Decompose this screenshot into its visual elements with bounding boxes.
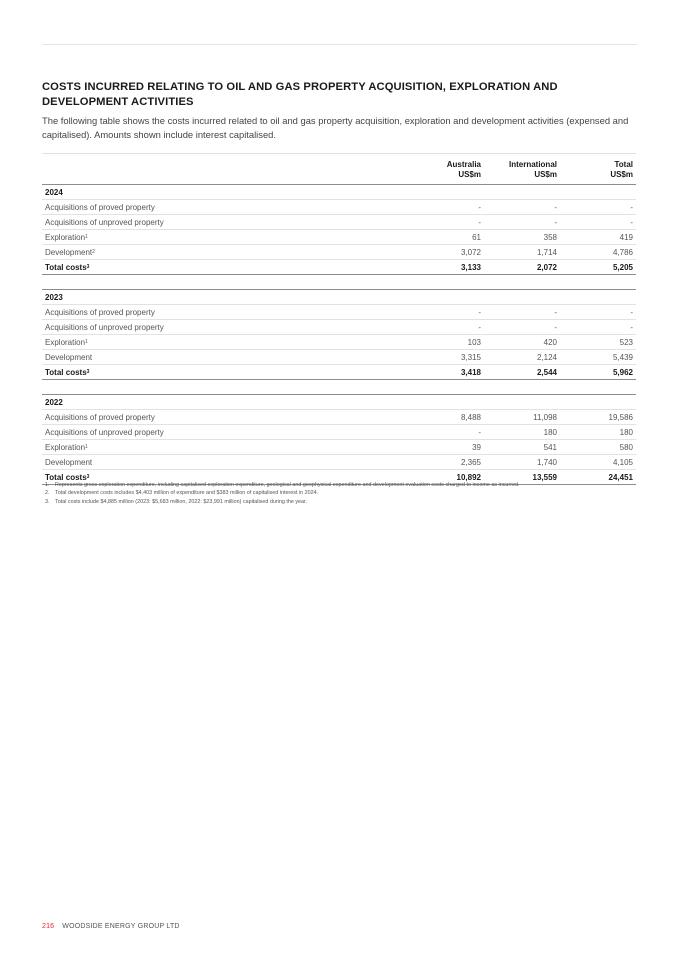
- table-row: [42, 320, 636, 335]
- australia-value: -: [408, 305, 484, 320]
- row-label-text: Development: [45, 247, 93, 257]
- table-row: [42, 305, 636, 320]
- section-spacer: [42, 275, 636, 290]
- total-value: 19,586: [560, 410, 636, 425]
- international-value: 2,124: [484, 350, 560, 365]
- australia-total: 10,892: [408, 470, 484, 485]
- international-value: 180: [484, 425, 560, 440]
- total-value: 180: [560, 425, 636, 440]
- grand-total: 24,451: [560, 470, 636, 485]
- total-row: [42, 260, 636, 275]
- footnote: [45, 498, 635, 506]
- footnote-ref: 3: [86, 368, 90, 375]
- year-row: [42, 185, 636, 200]
- international-value: 11,098: [484, 410, 560, 425]
- row-label: [42, 245, 408, 260]
- international-value: -: [484, 320, 560, 335]
- footnote: [45, 481, 635, 489]
- australia-value: -: [408, 320, 484, 335]
- row-label: [42, 320, 408, 335]
- row-label-text: Acquisitions of proved property: [45, 202, 155, 212]
- year-label: 2022: [42, 395, 636, 410]
- row-label: [42, 425, 408, 440]
- table-row: [42, 200, 636, 215]
- table-row: [42, 350, 636, 365]
- row-label-text: Development: [45, 457, 93, 467]
- footnote: [45, 489, 635, 497]
- footnote-ref: 3: [86, 263, 90, 270]
- total-value: 4,786: [560, 245, 636, 260]
- total-value: 523: [560, 335, 636, 350]
- table-row: [42, 215, 636, 230]
- row-label: [42, 440, 408, 455]
- year-row: [42, 395, 636, 410]
- footnote-ref: 1: [85, 338, 88, 345]
- header-international: International US$m: [484, 154, 560, 185]
- total-value: 4,105: [560, 455, 636, 470]
- table-row: [42, 455, 636, 470]
- row-label-text: Exploration: [45, 337, 86, 347]
- international-value: -: [484, 200, 560, 215]
- row-label: [42, 230, 408, 245]
- row-label-text: Acquisitions of unproved property: [45, 322, 164, 332]
- top-divider: [42, 44, 637, 45]
- australia-value: 8,488: [408, 410, 484, 425]
- row-label-text: Acquisitions of unproved property: [45, 427, 164, 437]
- footnote-number: 3.: [45, 498, 50, 505]
- international-total: 13,559: [484, 470, 560, 485]
- row-label-text: Acquisitions of unproved property: [45, 217, 164, 227]
- australia-value: 103: [408, 335, 484, 350]
- footnote-ref: 1: [85, 443, 88, 450]
- table-header-row: [42, 154, 636, 185]
- intro-paragraph: The following table shows the costs incurred related to oil and gas property acquisition, exploration and development activities (expensed and capitalised). Amounts shown include interest capitalised.: [42, 115, 629, 140]
- australia-value: 3,315: [408, 350, 484, 365]
- row-label: [42, 215, 408, 230]
- footnote-text: Total development costs includes $4,403 million of expenditure and $383 million of capitalised interest in 2024.: [55, 490, 319, 497]
- footnotes: [45, 481, 635, 506]
- footnote-ref: 2: [92, 248, 95, 255]
- table-row: [42, 245, 636, 260]
- australia-value: 2,365: [408, 455, 484, 470]
- international-value: 541: [484, 440, 560, 455]
- international-value: -: [484, 305, 560, 320]
- international-value: 1,714: [484, 245, 560, 260]
- international-total: 2,072: [484, 260, 560, 275]
- row-label-text: Total costs: [45, 472, 87, 482]
- footnote-text: Represents gross exploration expenditure, including capitalised exploration expenditure, geological and geophysical expenditure and development evaluation costs charged to income as incurred.: [55, 482, 520, 488]
- australia-total: 3,133: [408, 260, 484, 275]
- international-value: -: [484, 215, 560, 230]
- grand-total: 5,205: [560, 260, 636, 275]
- row-label: [42, 350, 408, 365]
- australia-total: 3,418: [408, 365, 484, 380]
- row-label: [42, 305, 408, 320]
- row-label-text: Total costs: [45, 367, 87, 377]
- header-blank: [42, 154, 408, 185]
- table-row: [42, 440, 636, 455]
- row-label-text: Exploration: [45, 442, 86, 452]
- company-name: WOODSIDE ENERGY GROUP LTD: [62, 923, 180, 930]
- footnote-number: 2.: [45, 490, 50, 497]
- header-australia: Australia US$m: [408, 154, 484, 185]
- row-label: [42, 260, 408, 275]
- page-number: 216: [42, 923, 55, 930]
- table-row: [42, 425, 636, 440]
- year-label: 2024: [42, 185, 636, 200]
- table-row: [42, 335, 636, 350]
- row-label-text: Total costs: [45, 262, 87, 272]
- footnote-number: 1.: [45, 482, 50, 488]
- australia-value: 39: [408, 440, 484, 455]
- international-value: 1,740: [484, 455, 560, 470]
- total-row: [42, 365, 636, 380]
- row-label: [42, 365, 408, 380]
- total-value: -: [560, 200, 636, 215]
- total-value: 419: [560, 230, 636, 245]
- footnote-ref: 1: [85, 233, 88, 240]
- row-label: [42, 335, 408, 350]
- spacer-cell: [42, 275, 636, 290]
- grand-total: 5,962: [560, 365, 636, 380]
- footnote-ref: 3: [86, 473, 90, 480]
- international-total: 2,544: [484, 365, 560, 380]
- year-label: 2023: [42, 290, 636, 305]
- header-total: Total US$m: [560, 154, 636, 185]
- costs-table: [42, 153, 636, 485]
- row-label-text: Exploration: [45, 232, 86, 242]
- footnote-text: Total costs include $4,885 million (2023: $5,683 million, 2022: $23,991 million) capitalised during the year.: [55, 498, 308, 505]
- section-spacer: [42, 380, 636, 395]
- spacer-cell: [42, 380, 636, 395]
- row-label: [42, 200, 408, 215]
- row-label-text: Development: [45, 352, 93, 362]
- row-label-text: Acquisitions of proved property: [45, 307, 155, 317]
- section-title: COSTS INCURRED RELATING TO OIL AND GAS PROPERTY ACQUISITION, EXPLORATION AND DEVELOPMENT ACTIVITIES: [42, 81, 558, 108]
- total-value: -: [560, 215, 636, 230]
- total-value: 5,439: [560, 350, 636, 365]
- australia-value: -: [408, 200, 484, 215]
- australia-value: -: [408, 215, 484, 230]
- year-row: [42, 290, 636, 305]
- table-row: [42, 410, 636, 425]
- australia-value: 61: [408, 230, 484, 245]
- page-footer: [42, 923, 180, 930]
- total-value: 580: [560, 440, 636, 455]
- international-value: 358: [484, 230, 560, 245]
- row-label-text: Acquisitions of proved property: [45, 412, 155, 422]
- australia-value: 3,072: [408, 245, 484, 260]
- australia-value: -: [408, 425, 484, 440]
- row-label: [42, 455, 408, 470]
- table-row: [42, 230, 636, 245]
- row-label: [42, 410, 408, 425]
- total-value: -: [560, 305, 636, 320]
- total-value: -: [560, 320, 636, 335]
- international-value: 420: [484, 335, 560, 350]
